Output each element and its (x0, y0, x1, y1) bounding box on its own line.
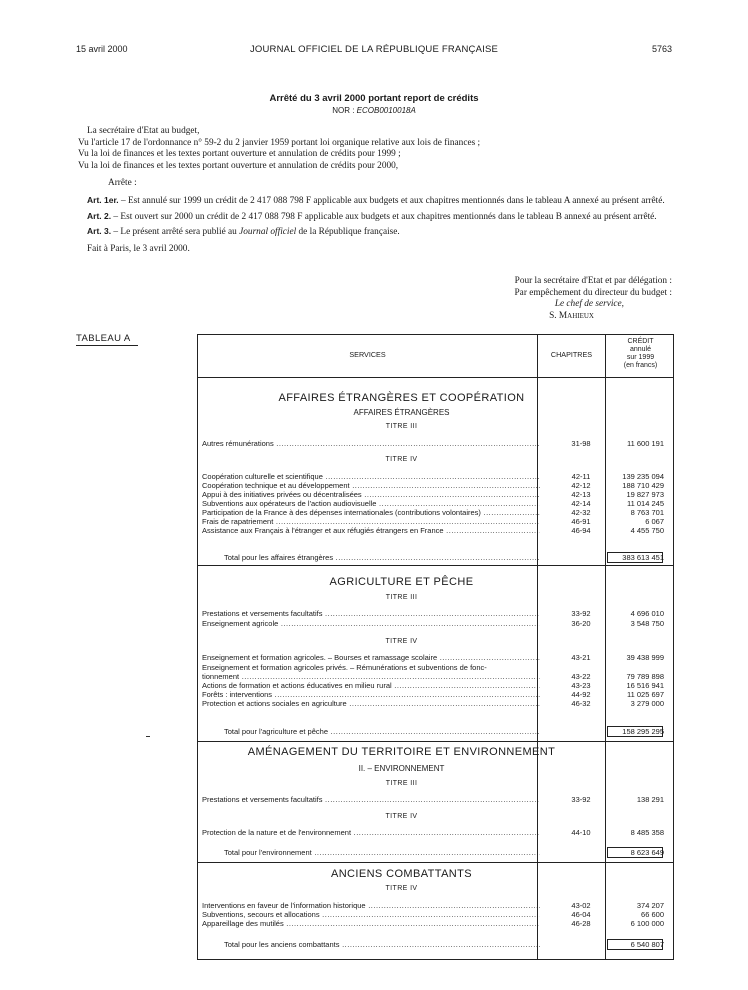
total-label: Total pour l'environnement ..... (224, 848, 540, 857)
header-credit: CRÉDIT annulé sur 1999 (en francs) (623, 338, 658, 369)
section-title: AGRICULTURE ET PÊCHE (329, 576, 474, 588)
row-label: Frais de rapatriement ..... (202, 517, 540, 526)
row-montant: 19 827 973 (626, 490, 664, 499)
row-chapitre: 46-32 (571, 699, 591, 708)
section-subtitle: AFFAIRES ÉTRANGÈRES (353, 408, 450, 417)
row-montant: 39 438 999 (626, 653, 664, 662)
total-label: Total pour les anciens combattants ..... (224, 940, 540, 949)
row-label: Forêts : interventions ..... (202, 690, 540, 699)
row-montant: 138 291 (636, 795, 664, 804)
preamble-line: La secrétaire d'Etat au budget, (87, 126, 200, 136)
row-montant: 66 600 (641, 910, 664, 919)
section-title: AMÉNAGEMENT DU TERRITOIRE ET ENVIRONNEMENT (247, 746, 556, 758)
row-chapitre: 36-20 (571, 619, 591, 628)
preamble-line: Vu la loi de finances et les textes portant ouverture et annulation de crédits pour 1999 ; (78, 149, 401, 160)
row-montant: 139 235 094 (622, 472, 664, 481)
header-chapitres: CHAPITRES (550, 350, 593, 359)
row-label: Prestations et versements facultatifs ..... (202, 609, 540, 618)
article-text: – Le présent arrêté sera publié au (113, 227, 237, 238)
article-2 (78, 211, 678, 224)
row-chapitre: 44-92 (571, 690, 591, 699)
row-montant: 4 696 010 (630, 609, 664, 618)
row-chapitre: 46-91 (571, 517, 591, 526)
section-divider (198, 862, 673, 863)
article-3 (78, 226, 678, 239)
signature-role: Le chef de service, (554, 299, 624, 310)
row-chapitre: 46-28 (571, 919, 591, 928)
nor-label: NOR : (332, 106, 355, 115)
row-label: Protection de la nature et de l'environnement ..... (202, 828, 540, 837)
section-title: ANCIENS COMBATTANTS (330, 868, 473, 880)
titre-heading: TITRE III (385, 423, 418, 430)
total-label: Total pour les affaires étrangères ..... (224, 553, 540, 562)
row-chapitre: 44-10 (571, 828, 591, 837)
page-date: 15 avril 2000 (76, 44, 128, 54)
row-montant: 8 485 358 (630, 828, 664, 837)
article-text: de la République française. (298, 227, 400, 238)
signature-line: Pour la secrétaire d'Etat et par délégation : (514, 276, 672, 286)
nor-value: ECOB0010018A (356, 106, 416, 115)
row-label: Autres rémunérations ..... (202, 439, 540, 448)
total-label: Total pour l'agriculture et pêche ..... (224, 727, 540, 736)
row-montant: 11 014 245 (627, 499, 664, 508)
margin-mark (146, 736, 150, 737)
arrete-title: Arrêté du 3 avril 2000 portant report de crédits (269, 93, 479, 104)
signature-block (372, 276, 672, 322)
row-montant: 188 710 429 (622, 481, 664, 490)
row-chapitre: 42-13 (571, 490, 591, 499)
row-label: Coopération culturelle et scientifique ..... (202, 472, 540, 481)
titre-heading: TITRE IV (385, 885, 418, 892)
row-label: Prestations et versements facultatifs ..... (202, 795, 540, 804)
row-chapitre: 31-98 (571, 439, 591, 448)
header-services: SERVICES (349, 350, 386, 359)
row-montant: 6 100 000 (630, 919, 664, 928)
total-montant: 6 540 807 (630, 940, 664, 949)
arrete-word: Arrête : (108, 178, 137, 189)
row-label: tionnement ..... (202, 672, 540, 681)
signature-line: Par empêchement du directeur du budget : (514, 287, 672, 298)
article-text: – Est annulé sur 1999 un crédit de 2 417 088 798 F applicable aux budgets et aux chapitres mentionnés dans le tableau A annexé au présent arrêté. (120, 195, 665, 206)
article-1 (78, 195, 678, 208)
section-title: AFFAIRES ÉTRANGÈRES ET COOPÉRATION (278, 392, 525, 404)
section-divider (198, 741, 673, 742)
arrete-body (78, 126, 678, 255)
row-montant: 8 763 701 (630, 508, 664, 517)
row-chapitre: 42-12 (571, 481, 591, 490)
row-montant: 11 600 191 (627, 439, 664, 448)
row-label: Assistance aux Français à l'étranger et aux réfugiés étrangers en France ..... (202, 526, 540, 535)
row-chapitre: 42-32 (571, 508, 591, 517)
row-montant: 3 279 000 (630, 699, 664, 708)
row-montant: 374 207 (636, 901, 664, 910)
nor-reference (0, 106, 748, 115)
row-label: Enseignement et formation agricoles. – Bourses et ramassage scolaire ..... (202, 653, 540, 662)
row-label: Protection et actions sociales en agriculture ..... (202, 699, 540, 708)
tableau-label: TABLEAU A (76, 333, 138, 346)
preamble-line: Vu l'article 17 de l'ordonnance n° 59-2 du 2 janvier 1959 portant loi organique relative aux lois de finances ; (78, 137, 481, 148)
row-label: Subventions aux opérateurs de l'action audiovisuelle ..... (202, 499, 540, 508)
titre-heading: TITRE III (385, 780, 418, 787)
row-chapitre: 43-02 (571, 901, 591, 910)
article-label: Art. 3. (87, 226, 112, 237)
row-montant: 16 516 941 (626, 681, 664, 690)
article-text: – Est ouvert sur 2000 un crédit de 2 417 088 798 F applicable aux budgets et aux chapitres mentionnés dans le tableau B annexé au présent arrêté. (113, 211, 657, 222)
row-montant: 11 025 697 (627, 690, 664, 699)
section-divider (198, 565, 673, 566)
column-divider (605, 335, 606, 959)
journal-title: JOURNAL OFFICIEL DE LA RÉPUBLIQUE FRANÇAISE (249, 44, 499, 55)
row-chapitre: 33-92 (571, 609, 591, 618)
row-label: Appareillage des mutilés ..... (202, 919, 540, 928)
row-chapitre: 42-14 (571, 499, 591, 508)
credit-table (197, 334, 674, 960)
section-subtitle: II. – ENVIRONNEMENT (358, 764, 445, 773)
titre-heading: TITRE IV (385, 638, 418, 645)
row-label: Interventions en faveur de l'information historique ..... (202, 901, 540, 910)
row-montant: 4 455 750 (630, 526, 664, 535)
signature-name: S. Mahieux (549, 310, 594, 321)
row-chapitre: 33-92 (571, 795, 591, 804)
row-label: Coopération technique et au développement ..... (202, 481, 540, 490)
row-montant: 6 067 (645, 517, 664, 526)
row-chapitre: 42-11 (571, 472, 591, 481)
row-chapitre: 43-23 (571, 681, 591, 690)
page-number: 5763 (651, 44, 672, 54)
row-montant: 79 789 898 (626, 672, 664, 681)
row-chapitre: 43-22 (571, 672, 591, 681)
article-label: Art. 1er. (87, 194, 119, 205)
article-label: Art. 2. (87, 210, 112, 221)
total-montant: 383 613 451 (622, 553, 664, 562)
row-label: Enseignement agricole ..... (202, 619, 540, 628)
row-label: Actions de formation et actions éducatives en milieu rural ..... (202, 681, 540, 690)
row-label: Appui à des initiatives privées ou décentralisées ..... (202, 490, 540, 499)
preamble-line: Vu la loi de finances et les textes portant ouverture et annulation de crédits pour 2000, (78, 160, 399, 171)
row-chapitre: 43-21 (571, 653, 591, 662)
fait-line: Fait à Paris, le 3 avril 2000. (87, 243, 190, 254)
header-divider (198, 377, 673, 378)
total-montant: 8 623 649 (630, 848, 664, 857)
row-chapitre: 46-04 (571, 910, 591, 919)
row-montant: 3 548 750 (630, 619, 664, 628)
article-italic: Journal officiel (239, 227, 297, 238)
total-montant: 158 295 295 (622, 727, 664, 736)
titre-heading: TITRE III (385, 594, 418, 601)
row-label: Subventions, secours et allocations ..... (202, 910, 540, 919)
row-chapitre: 46-94 (571, 526, 591, 535)
titre-heading: TITRE IV (385, 813, 418, 820)
row-label: Participation de la France à des dépenses internationales (contributions volontaires) ..... (202, 508, 540, 517)
row-label: Enseignement et formation agricoles privés. – Rémunérations et subventions de fonc- (202, 663, 487, 672)
titre-heading: TITRE IV (385, 456, 418, 463)
